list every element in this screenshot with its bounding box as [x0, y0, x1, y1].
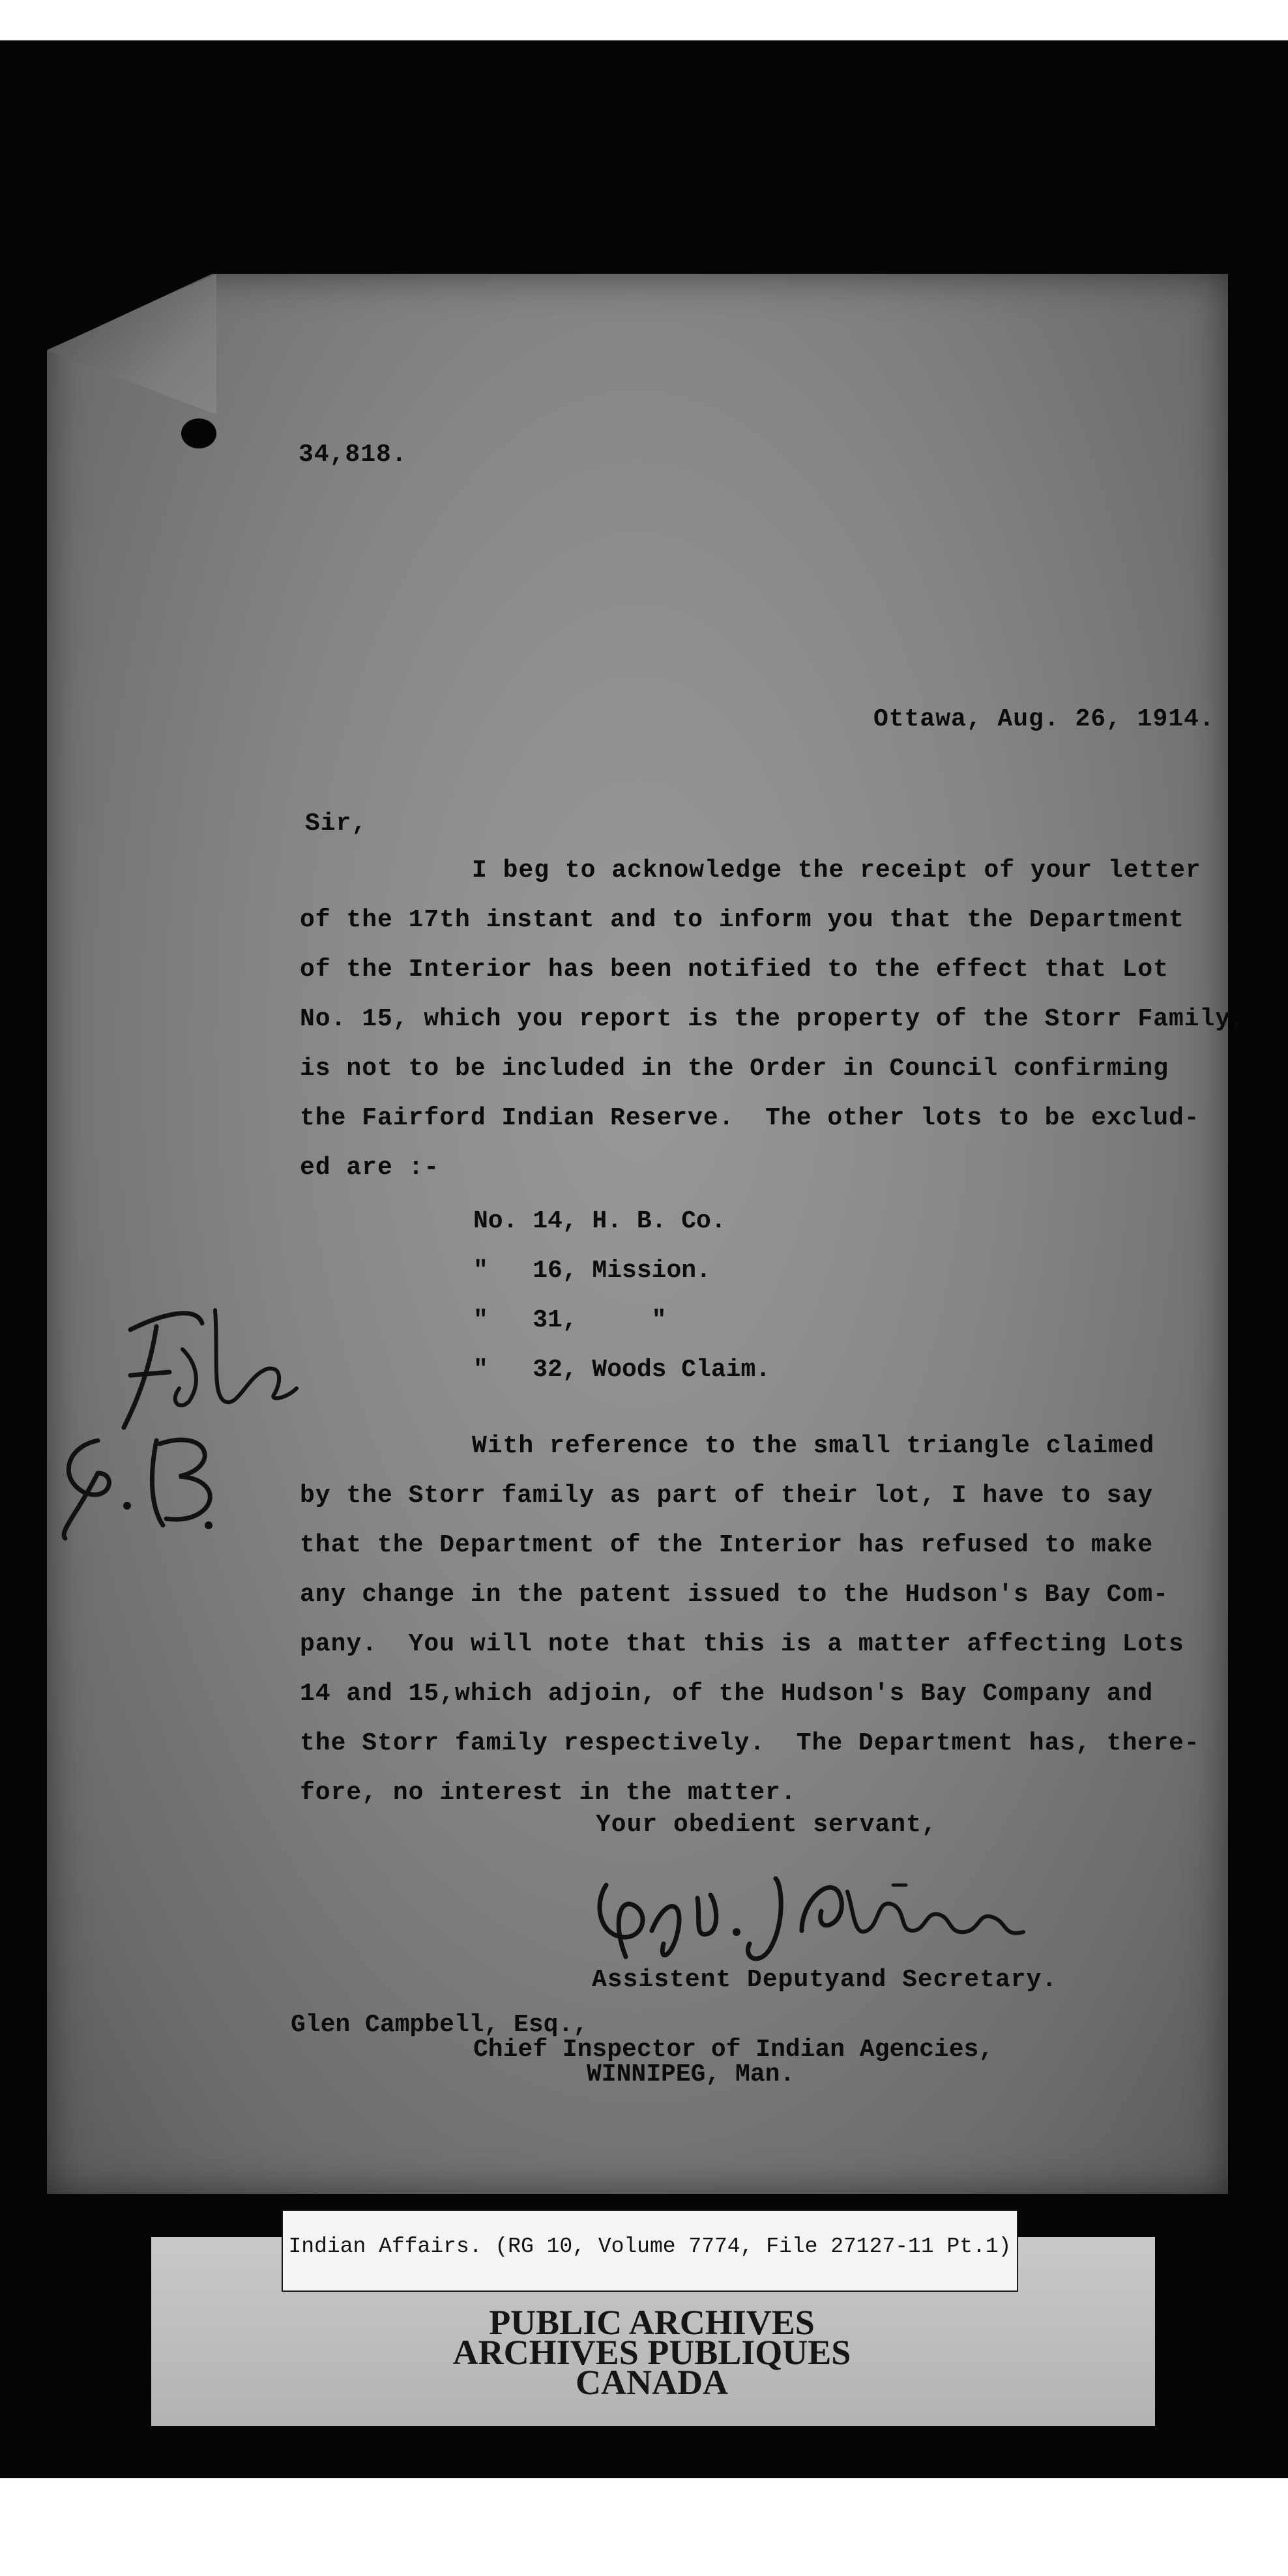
paragraph-triangle-claim: [300, 1422, 1200, 1818]
file-number: 34,818.: [299, 441, 407, 469]
paragraph-acknowledgement: [300, 846, 1246, 1193]
excluded-lots-list: [473, 1197, 770, 1395]
archive-reference-label: [282, 2210, 1018, 2292]
paragraph-line: of the 17th instant and to inform you that the Department: [300, 906, 1184, 934]
list-item: " 32, Woods Claim.: [473, 1356, 771, 1384]
stamp-line: ARCHIVES PUBLIQUES: [452, 2333, 851, 2372]
paragraph-line: the Fairford Indian Reserve. The other lots to be exclud-: [300, 1104, 1200, 1132]
paragraph-line: of the Interior has been notified to the effect that Lot: [300, 956, 1169, 984]
paragraph-line: I beg to acknowledge the receipt of your letter: [472, 856, 1201, 885]
paragraph-line: the Storr family respectively. The Department has, there-: [300, 1729, 1200, 1757]
marginal-initials: [39, 1278, 300, 1571]
addressee-name: Glen Campbell, Esq.,: [291, 2011, 589, 2039]
paragraph-line: ed are :-: [300, 1154, 440, 1182]
list-item: No. 14, H. B. Co.: [473, 1207, 726, 1235]
paragraph-line: pany. You will note that this is a matter affecting Lots: [300, 1630, 1184, 1658]
handwritten-signature: [587, 1859, 1069, 1976]
archive-reference: Indian Affairs. (RG 10, Volume 7774, File 27127-11 Pt.1): [288, 2234, 1012, 2259]
paragraph-line: that the Department of the Interior has refused to make: [300, 1531, 1154, 1559]
stamp-line: PUBLIC ARCHIVES: [489, 2303, 815, 2342]
list-item: " 31, ": [473, 1306, 667, 1334]
paragraph-line: fore, no interest in the matter.: [300, 1779, 797, 1807]
archives-stamp: [391, 2303, 913, 2402]
paragraph-line: is not to be included in the Order in Council confirming: [300, 1055, 1169, 1083]
salutation: Sir,: [305, 810, 368, 838]
punch-hole: [181, 418, 216, 448]
paragraph-line: With reference to the small triangle claimed: [472, 1432, 1155, 1460]
addressee-city: WINNIPEG, Man.: [587, 2060, 795, 2088]
signatory-title: Assistent Deputyand Secretary.: [592, 1966, 1058, 1994]
place-date: Ottawa, Aug. 26, 1914.: [873, 705, 1215, 733]
paragraph-line: 14 and 15,which adjoin, of the Hudson's Bay Company and: [300, 1680, 1154, 1708]
list-item: " 16, Mission.: [473, 1257, 711, 1285]
paragraph-line: any change in the patent issued to the Hudson's Bay Com-: [300, 1581, 1169, 1609]
closing: Your obedient servant,: [596, 1811, 937, 1839]
addressee-block: [291, 2013, 993, 2087]
addressee-title: Chief Inspector of Indian Agencies,: [473, 2036, 994, 2064]
paragraph-line: by the Storr family as part of their lot, I have to say: [300, 1482, 1154, 1510]
stamp-line: CANADA: [576, 2363, 728, 2402]
paragraph-line: No. 15, which you report is the property of the Storr Family,: [300, 1005, 1247, 1033]
